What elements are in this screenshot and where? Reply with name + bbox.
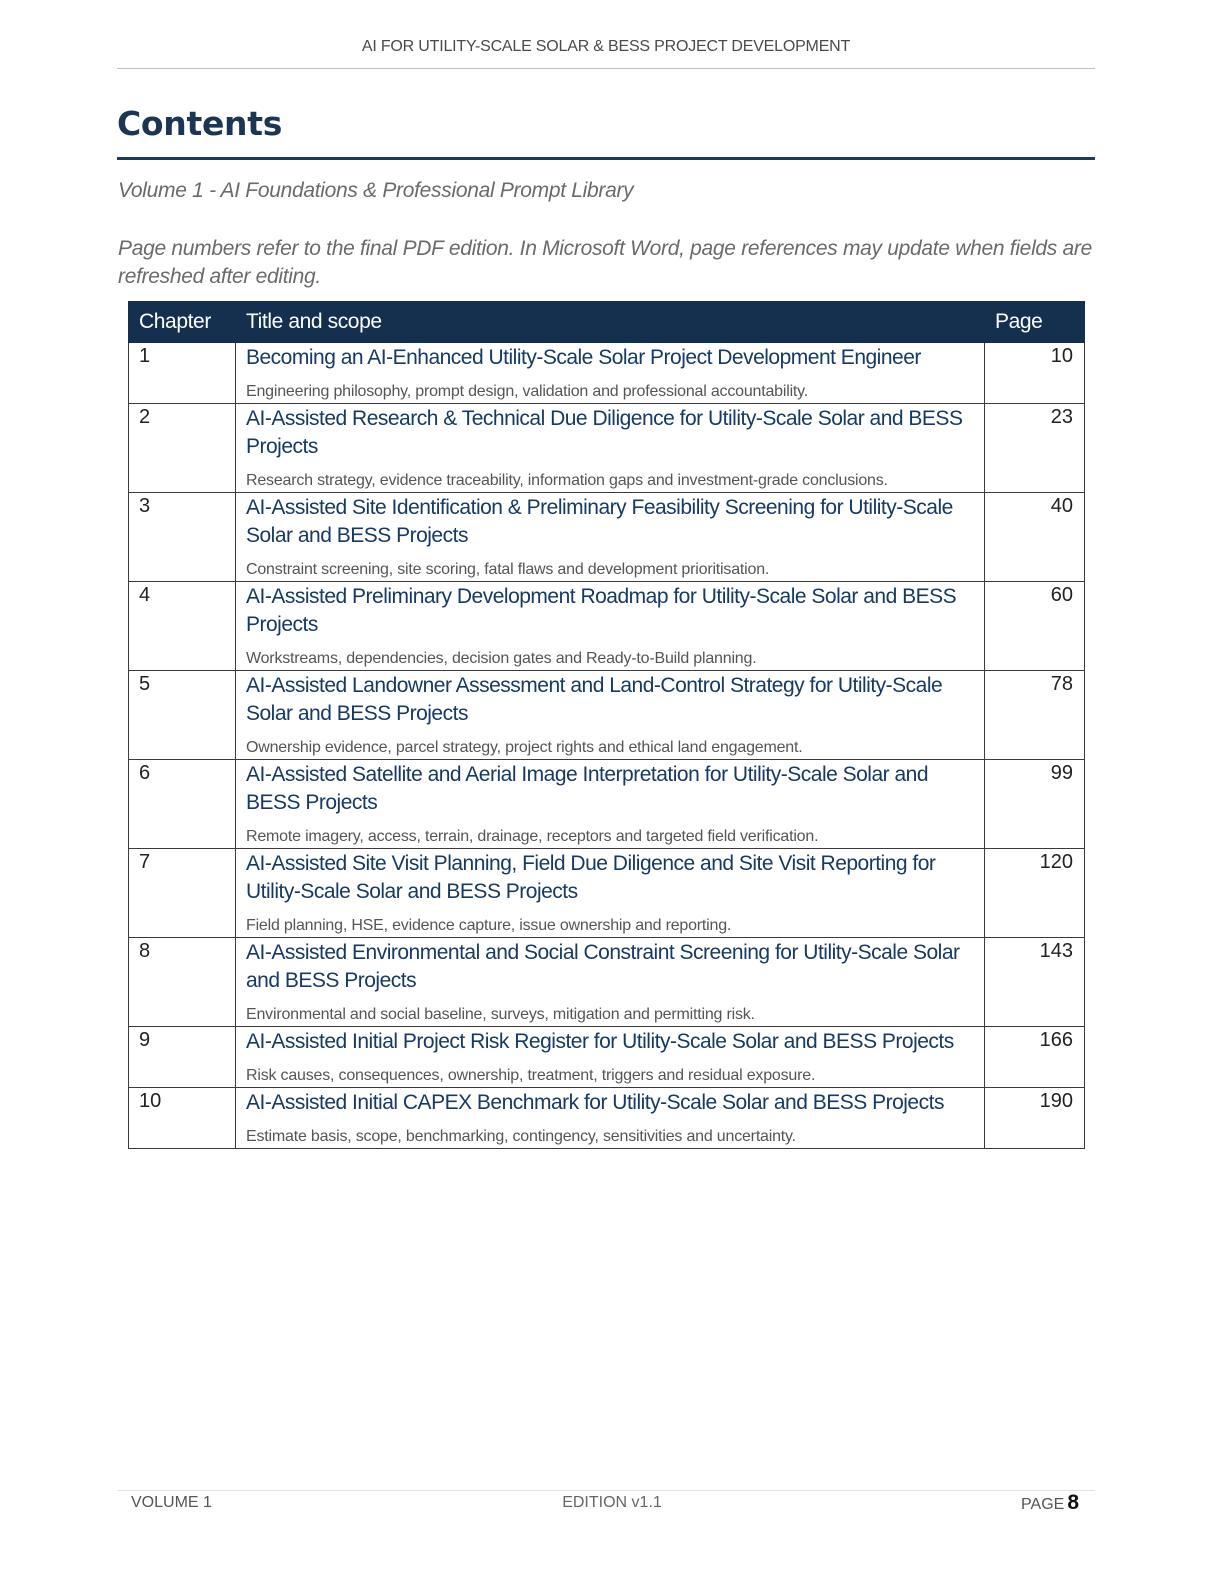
- chapter-entry: [236, 671, 985, 760]
- title-column-header: Title and scope: [236, 302, 985, 343]
- chapter-page-number: 10: [985, 343, 1085, 404]
- contents-row[interactable]: [129, 760, 1085, 849]
- chapter-scope: Field planning, HSE, evidence capture, issue ownership and reporting.: [246, 917, 732, 934]
- page-title: Contents: [117, 104, 283, 143]
- contents-row[interactable]: [129, 343, 1085, 404]
- chapter-title-link[interactable]: AI-Assisted Environmental and Social Constraint Screening for Utility-Scale Solar and BESS Projects: [246, 941, 960, 992]
- chapter-entry: [236, 582, 985, 671]
- chapter-page-number: 143: [985, 938, 1085, 1027]
- contents-row[interactable]: [129, 493, 1085, 582]
- contents-row[interactable]: [129, 1027, 1085, 1088]
- contents-header-row: [129, 302, 1085, 343]
- title-divider: [117, 157, 1095, 160]
- chapter-scope: Research strategy, evidence traceability, information gaps and investment-grade conclusions.: [246, 472, 888, 489]
- contents-row[interactable]: [129, 1088, 1085, 1149]
- page-number-note: Page numbers refer to the final PDF edition. In Microsoft Word, page references may update when fields are refreshed after editing.: [118, 237, 1092, 288]
- chapter-title-link[interactable]: Becoming an AI-Enhanced Utility-Scale Solar Project Development Engineer: [246, 346, 921, 369]
- chapter-number: 4: [129, 582, 236, 671]
- footer-page: [1021, 1491, 1079, 1515]
- chapter-scope: Estimate basis, scope, benchmarking, contingency, sensitivities and uncertainty.: [246, 1128, 796, 1145]
- chapter-title-link[interactable]: AI-Assisted Research & Technical Due Diligence for Utility-Scale Solar and BESS Projects: [246, 407, 963, 458]
- chapter-title-link[interactable]: AI-Assisted Landowner Assessment and Land-Control Strategy for Utility-Scale Solar and BESS Projects: [246, 674, 943, 725]
- volume-subtitle: Volume 1 - AI Foundations & Professional Prompt Library: [118, 179, 634, 202]
- footer-divider: [117, 1490, 1095, 1491]
- chapter-number: 8: [129, 938, 236, 1027]
- chapter-page-number: 40: [985, 493, 1085, 582]
- chapter-title-link[interactable]: AI-Assisted Satellite and Aerial Image Interpretation for Utility-Scale Solar and BESS Projects: [246, 763, 929, 814]
- chapter-title-link[interactable]: AI-Assisted Site Visit Planning, Field Due Diligence and Site Visit Reporting for Utility-Scale Solar and BESS Projects: [246, 852, 936, 903]
- chapter-page-number: 78: [985, 671, 1085, 760]
- chapter-scope: Constraint screening, site scoring, fatal flaws and development prioritisation.: [246, 561, 770, 578]
- chapter-title-link[interactable]: AI-Assisted Preliminary Development Roadmap for Utility-Scale Solar and BESS Projects: [246, 585, 957, 636]
- footer-volume: VOLUME 1: [131, 1494, 212, 1511]
- chapter-number: 6: [129, 760, 236, 849]
- footer-edition: EDITION v1.1: [562, 1494, 662, 1511]
- chapter-page-number: 60: [985, 582, 1085, 671]
- header-divider: [117, 68, 1095, 69]
- contents-table: [128, 301, 1085, 1149]
- chapter-page-number: 99: [985, 760, 1085, 849]
- chapter-scope: Environmental and social baseline, surveys, mitigation and permitting risk.: [246, 1006, 755, 1023]
- chapter-number: 3: [129, 493, 236, 582]
- chapter-number: 2: [129, 404, 236, 493]
- contents-row[interactable]: [129, 849, 1085, 938]
- chapter-entry: [236, 760, 985, 849]
- chapter-scope: Ownership evidence, parcel strategy, project rights and ethical land engagement.: [246, 739, 803, 756]
- footer-page-label: PAGE: [1021, 1496, 1065, 1513]
- chapter-scope: Remote imagery, access, terrain, drainage, receptors and targeted field verification.: [246, 828, 819, 845]
- chapter-number: 10: [129, 1088, 236, 1149]
- chapter-number: 5: [129, 671, 236, 760]
- contents-row[interactable]: [129, 671, 1085, 760]
- running-header: AI FOR UTILITY-SCALE SOLAR & BESS PROJECT DEVELOPMENT: [361, 38, 851, 55]
- chapter-title-link[interactable]: AI-Assisted Initial CAPEX Benchmark for Utility-Scale Solar and BESS Projects: [246, 1091, 944, 1114]
- chapter-entry: [236, 1088, 985, 1149]
- chapter-page-number: 190: [985, 1088, 1085, 1149]
- footer-page-number: 8: [1067, 1491, 1079, 1514]
- chapter-number: 7: [129, 849, 236, 938]
- chapter-page-number: 23: [985, 404, 1085, 493]
- chapter-scope: Engineering philosophy, prompt design, validation and professional accountability.: [246, 383, 809, 400]
- chapter-page-number: 120: [985, 849, 1085, 938]
- chapter-entry: [236, 1027, 985, 1088]
- contents-row[interactable]: [129, 404, 1085, 493]
- chapter-title-link[interactable]: AI-Assisted Initial Project Risk Register for Utility-Scale Solar and BESS Projects: [246, 1030, 954, 1053]
- chapter-entry: [236, 404, 985, 493]
- chapter-scope: Risk causes, consequences, ownership, treatment, triggers and residual exposure.: [246, 1067, 816, 1084]
- chapter-number: 1: [129, 343, 236, 404]
- chapter-page-number: 166: [985, 1027, 1085, 1088]
- chapter-entry: [236, 938, 985, 1027]
- chapter-column-header: Chapter: [129, 302, 236, 343]
- chapter-entry: [236, 493, 985, 582]
- chapter-scope: Workstreams, dependencies, decision gates and Ready-to-Build planning.: [246, 650, 757, 667]
- contents-row[interactable]: [129, 582, 1085, 671]
- chapter-number: 9: [129, 1027, 236, 1088]
- chapter-entry: [236, 343, 985, 404]
- chapter-title-link[interactable]: AI-Assisted Site Identification & Preliminary Feasibility Screening for Utility-Scale Solar and BESS Projects: [246, 496, 953, 547]
- page-column-header: Page: [985, 302, 1085, 343]
- chapter-entry: [236, 849, 985, 938]
- contents-body: [129, 343, 1085, 1149]
- contents-row[interactable]: [129, 938, 1085, 1027]
